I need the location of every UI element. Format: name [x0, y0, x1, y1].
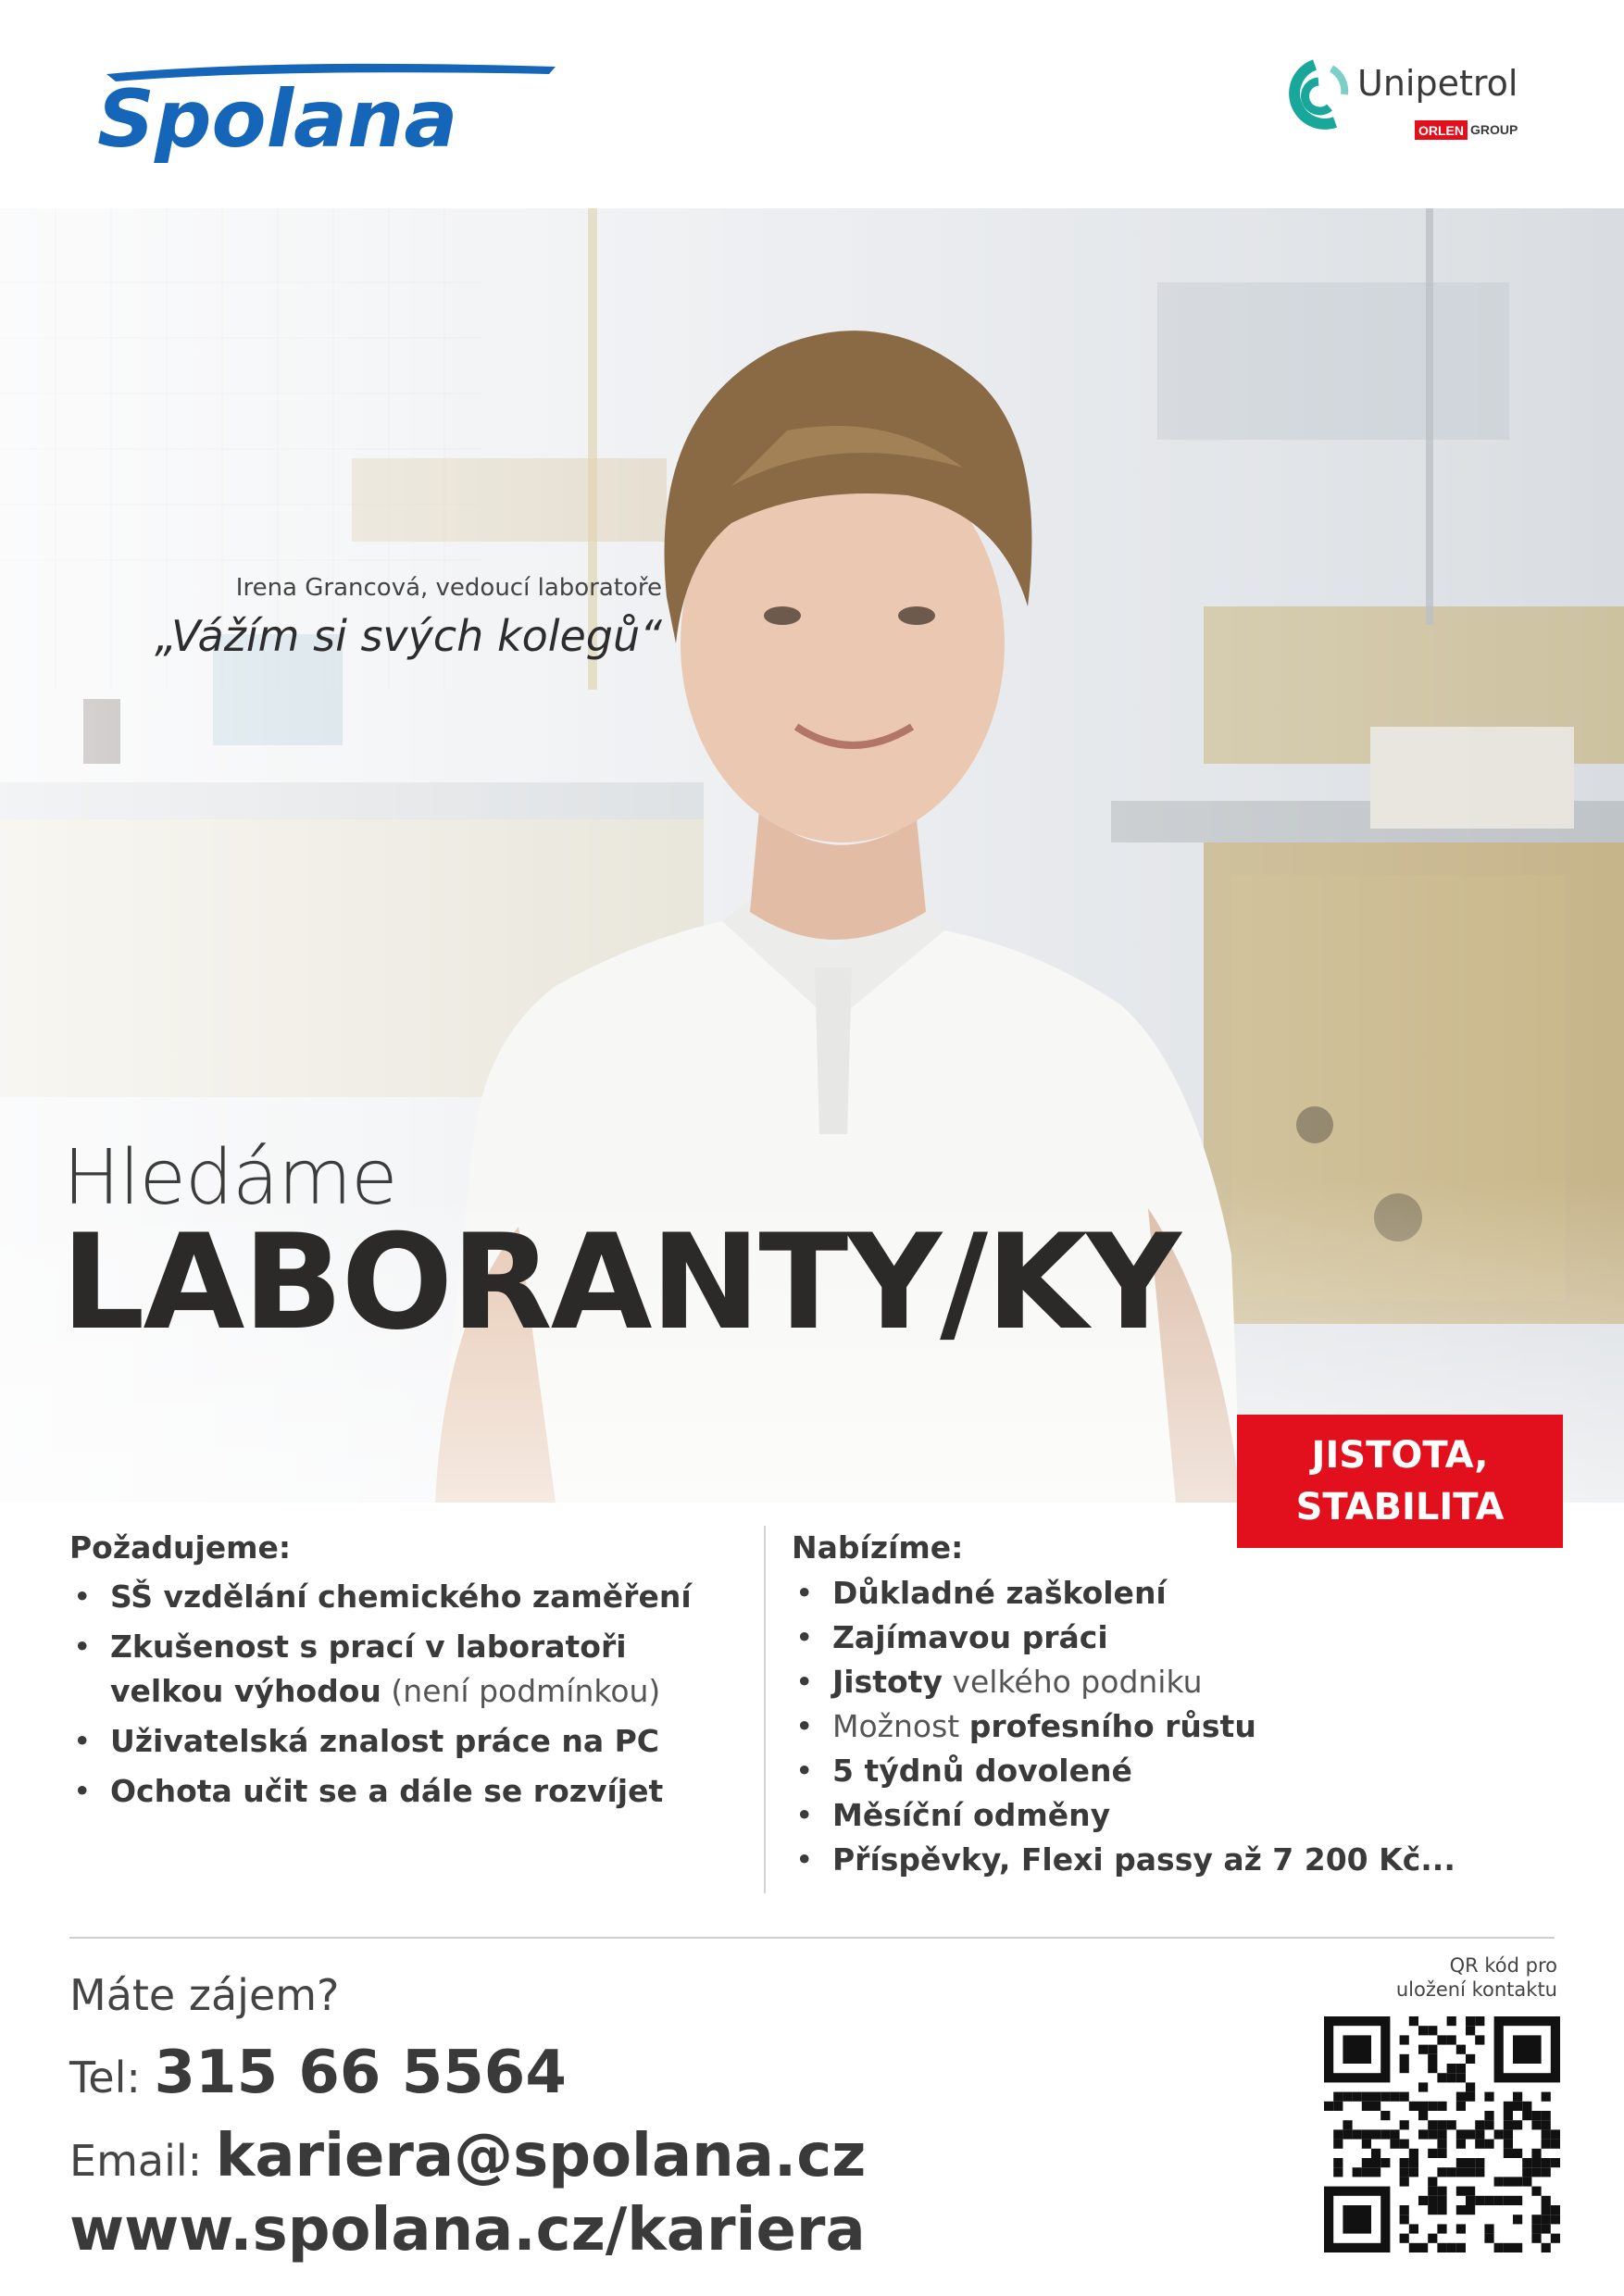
list-item: • 5 týdnů dovolené — [792, 1749, 1495, 1793]
requirements-section — [69, 1529, 736, 1814]
headline-small: Hledáme — [63, 1134, 397, 1222]
contact-heading: Máte zájem? — [69, 1970, 340, 2020]
requirements-title: Požadujeme: — [69, 1529, 292, 1566]
list-item: • SŠ vzdělání chemického zaměření — [69, 1575, 736, 1619]
badge-line-1: JISTOTA, — [1311, 1434, 1489, 1477]
list-item: • Zajímavou práci — [792, 1616, 1495, 1660]
svg-text:Spolana: Spolana — [97, 73, 458, 165]
badge-line-2: STABILITA — [1295, 1486, 1505, 1529]
quote-text: „Vážím si svých kolegů“ — [155, 611, 662, 661]
orlen-mark: ORLEN — [1415, 120, 1468, 140]
badge-stability — [1237, 1415, 1563, 1548]
qr-code-icon[interactable] — [1324, 2016, 1560, 2252]
list-item: • Příspěvky, Flexi passy až 7 200 Kč... — [792, 1838, 1495, 1882]
website-link[interactable]: www.spolana.cz/kariera — [69, 2196, 866, 2265]
headline-big: LABORANTY/KY — [61, 1206, 1180, 1359]
qr-caption-line-1: QR kód pro — [1449, 1954, 1557, 1977]
qr-caption-line-2: uložení kontaktu — [1395, 1978, 1557, 2001]
offers-list — [792, 1571, 1495, 1882]
list-item: • Důkladné zaškolení — [792, 1571, 1495, 1616]
column-divider — [764, 1526, 766, 1893]
phone-label: Tel: — [69, 2053, 141, 2103]
list-item: • Zkušenost s prací v laboratoři velkou výhodou (není podmínkou) — [69, 1625, 736, 1714]
email-row — [69, 2122, 866, 2190]
phone-number[interactable]: 315 66 5564 — [154, 2039, 567, 2107]
email-link[interactable]: kariera@spolana.cz — [215, 2122, 867, 2190]
list-item: • Uživatelská znalost práce na PC — [69, 1719, 736, 1764]
unipetrol-wave-icon — [1278, 57, 1352, 141]
list-item: • Ochota učit se a dále se rozvíjet — [69, 1769, 736, 1814]
list-item: • Jistoty velkého podniku — [792, 1660, 1495, 1704]
quote-author: Irena Grancová, vedoucí laboratoře — [235, 574, 662, 602]
qr-caption — [1315, 1953, 1557, 2002]
email-label: Email: — [69, 2136, 203, 2186]
divider — [69, 1937, 1555, 1939]
group-mark: GROUP — [1470, 122, 1518, 137]
phone-row — [69, 2039, 567, 2107]
list-item: • Měsíční odměny — [792, 1793, 1495, 1838]
offers-section — [792, 1529, 1495, 1882]
offers-title: Nabízíme: — [792, 1529, 964, 1566]
unipetrol-wordmark: Unipetrol — [1357, 63, 1518, 104]
header — [0, 0, 1624, 208]
requirements-list — [69, 1575, 736, 1814]
spolana-logo — [88, 54, 560, 165]
list-item: • Možnost profesního růstu — [792, 1704, 1495, 1749]
unipetrol-logo — [1278, 57, 1546, 150]
